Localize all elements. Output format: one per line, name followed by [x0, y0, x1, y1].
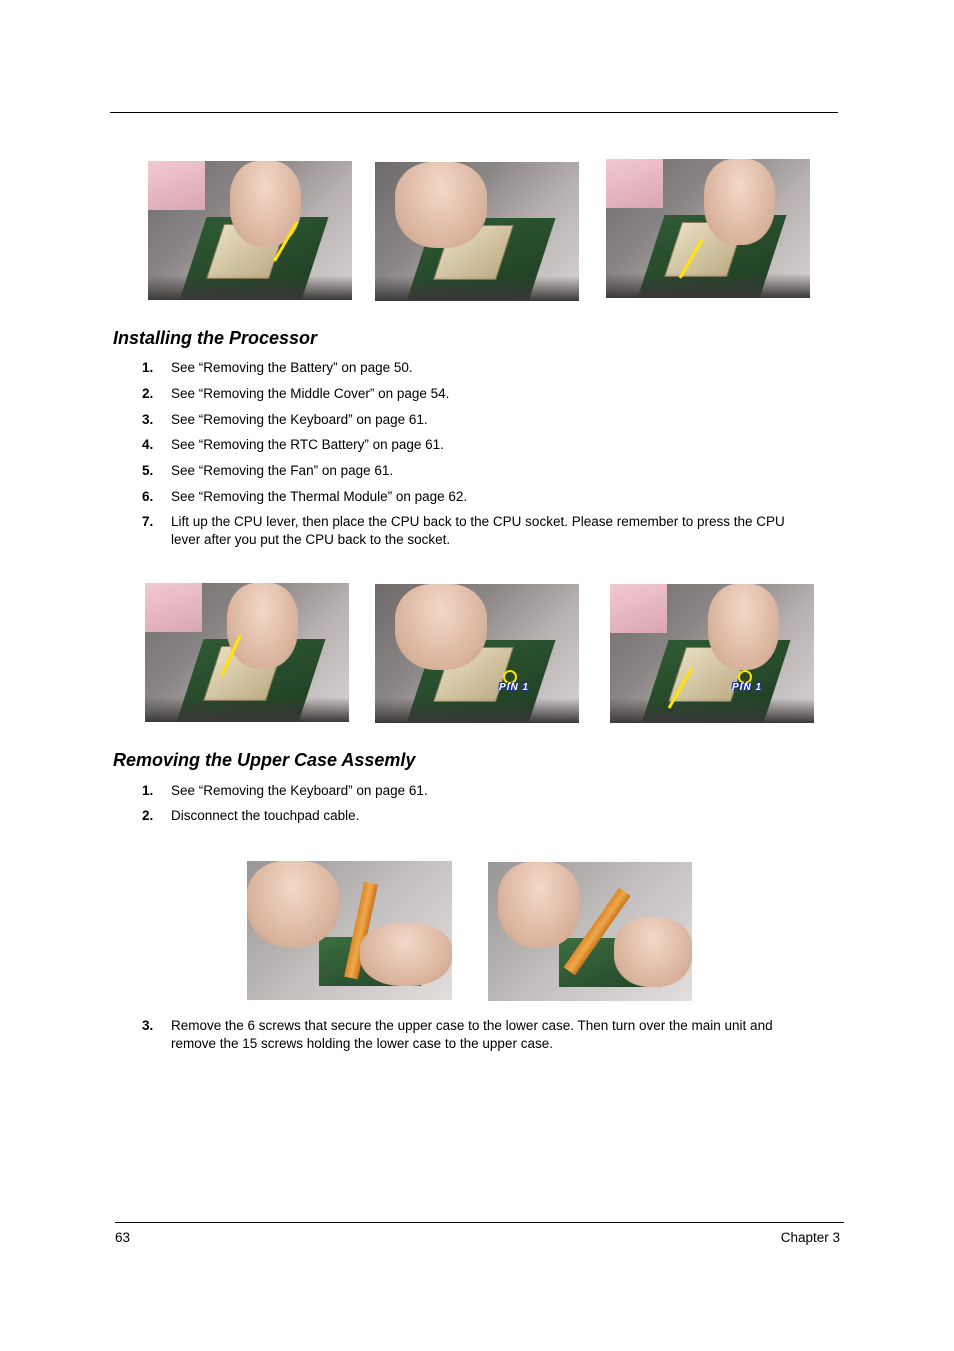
- page-number: 63: [115, 1230, 131, 1245]
- header-rule: [110, 112, 838, 113]
- pin1-label: PIN 1: [732, 682, 763, 693]
- photo-touchpad-cable-2: [488, 862, 692, 1001]
- section-title-installing-processor: Installing the Processor: [113, 328, 318, 348]
- list-item: 1. See “Removing the Battery” on page 50.: [142, 360, 413, 375]
- list-item: 5. See “Removing the Fan” on page 61.: [142, 463, 394, 478]
- photo-press-lever: [610, 584, 814, 723]
- list-item: 7. Lift up the CPU lever, then place the CPU back to the CPU socket. Please remember to press the CPU lever after you put the CPU back to the socket.: [142, 514, 785, 547]
- photo-cpu-remove: [375, 162, 579, 301]
- section-title-removing-upper-case: Removing the Upper Case Assemly: [113, 750, 416, 770]
- photo-place-cpu: [375, 584, 579, 723]
- list-item: 4. See “Removing the RTC Battery” on page 61.: [142, 437, 444, 452]
- chapter-label: Chapter 3: [780, 1230, 840, 1245]
- footer-rule: [115, 1222, 844, 1223]
- photo-cpu-lever-press: [606, 159, 810, 298]
- pin1-label: PIN 1: [499, 682, 530, 693]
- photo-lift-lever: [145, 583, 349, 722]
- list-item: 3. See “Removing the Keyboard” on page 61.: [142, 412, 428, 427]
- list-item: 2. Disconnect the touchpad cable.: [142, 808, 360, 823]
- photo-cpu-lever-up: [148, 161, 352, 300]
- list-item: 3. Remove the 6 screws that secure the upper case to the lower case. Then turn over the main unit and remove the 15 screws holding the lower case to the upper case.: [142, 1018, 773, 1051]
- list-item: 2. See “Removing the Middle Cover” on page 54.: [142, 386, 450, 401]
- list-item: 1. See “Removing the Keyboard” on page 61.: [142, 783, 428, 798]
- list-item: 6. See “Removing the Thermal Module” on page 62.: [142, 489, 468, 504]
- photo-touchpad-cable-1: [247, 861, 452, 1000]
